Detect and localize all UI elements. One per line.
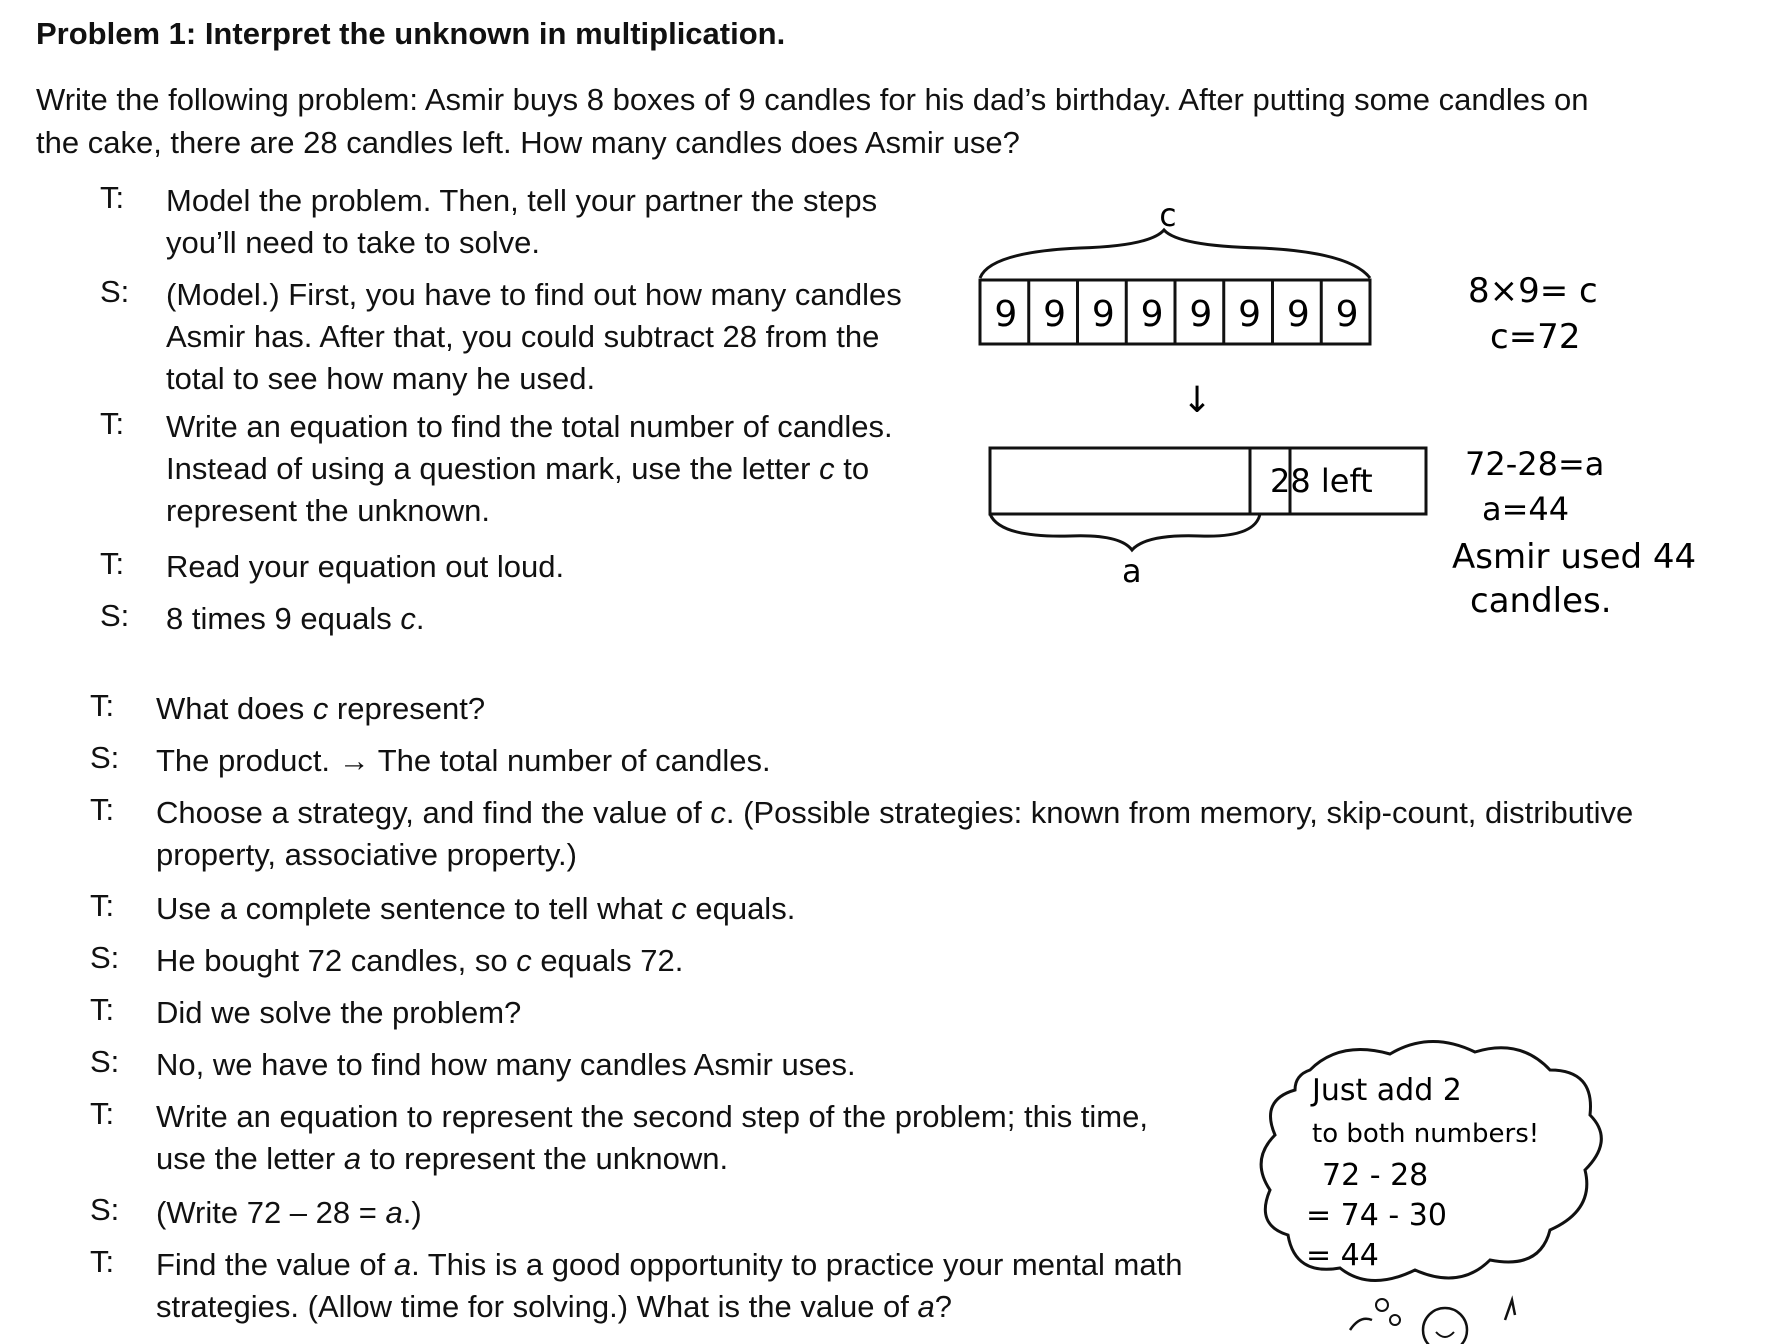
thought-dot	[1390, 1315, 1400, 1325]
line-text	[156, 792, 1636, 888]
line-text	[156, 1192, 422, 1244]
speaker: S:	[90, 1192, 120, 1227]
text: to represent the unknown.	[361, 1141, 729, 1176]
conclusion-line2: candles.	[1470, 581, 1612, 621]
text: The product.	[156, 743, 339, 778]
dialogue-line	[90, 688, 1650, 740]
line-text	[156, 992, 521, 1044]
speaker: T:	[90, 992, 115, 1027]
tape-cell-value: 9	[1140, 294, 1164, 335]
speaker: T:	[90, 1244, 115, 1279]
speaker: S:	[100, 598, 130, 633]
variable: c	[516, 943, 532, 978]
line-text	[156, 1244, 1246, 1340]
line-text	[166, 180, 906, 274]
line-text	[166, 546, 564, 598]
dialogue-line	[90, 740, 1650, 792]
variable: c	[710, 795, 726, 830]
text: No, we have to find how many candles Asmir uses.	[156, 1047, 856, 1082]
equation-1-line2: c=72	[1490, 317, 1581, 357]
equation-2-line2: a=44	[1482, 490, 1570, 528]
down-arrow-icon: ↓	[1182, 380, 1213, 421]
text: .)	[402, 1195, 422, 1230]
dialogue-line	[100, 406, 930, 546]
bubble-line2: to both numbers!	[1312, 1119, 1540, 1149]
variable: a	[343, 1141, 362, 1176]
line-text	[156, 688, 485, 740]
tape-cell-value: 9	[994, 294, 1018, 335]
bubble-line5: = 44	[1306, 1238, 1379, 1273]
tape-cell-value: 9	[1286, 294, 1310, 335]
tape-cells	[994, 280, 1358, 344]
top-brace	[980, 230, 1370, 278]
text: Read your equation out loud.	[166, 549, 565, 584]
text: Write an equation to represent the second step of the problem; this time, use the letter	[156, 1099, 1148, 1176]
speaker: T:	[100, 406, 125, 441]
left-box-label: 28 left	[1270, 462, 1373, 500]
text: Did we solve the problem?	[156, 995, 522, 1030]
variable: c	[400, 601, 416, 636]
problem-intro: Write the following problem: Asmir buys 8 boxes of 9 candles for his dad’s birthday. After putting some candles on the cake, there are 28 candles left. How many candles does Asmir use?	[36, 82, 1589, 160]
text: represent?	[328, 691, 486, 726]
tape-cell-value: 9	[1189, 294, 1213, 335]
tape-cell-value: 9	[1091, 294, 1115, 335]
face-smile	[1436, 1332, 1454, 1337]
text: to represent the unknown.	[166, 451, 870, 528]
text: 8 times 9 equals	[166, 601, 401, 636]
text: What does	[156, 691, 313, 726]
line-text	[156, 1096, 1196, 1192]
variable: a	[393, 1247, 412, 1282]
line-text	[166, 274, 906, 396]
speaker: S:	[90, 940, 120, 975]
variable: a	[917, 1289, 935, 1324]
conclusion-line1: Asmir used 44	[1452, 537, 1697, 577]
text: equals.	[686, 891, 796, 926]
equation-1-line1: 8×9= c	[1468, 271, 1598, 311]
speaker: S:	[90, 740, 120, 775]
dialogue-line	[100, 546, 930, 598]
line-text	[156, 888, 795, 940]
face-icon	[1423, 1308, 1467, 1344]
variable: c	[819, 451, 835, 486]
text: . (Possible strategies: known from memory, skip-count, distributive property, associative property.)	[156, 795, 1634, 872]
text: Choose a strategy, and find the value of	[156, 795, 711, 830]
speaker: T:	[90, 792, 115, 827]
line-text	[166, 598, 424, 650]
text: Write an equation to find the total number of candles. Instead of using a question mark, use the letter	[166, 409, 893, 486]
text: Model the problem. Then, tell your partner the steps you’ll need to take to solve.	[166, 183, 878, 260]
text: The total number of candles.	[369, 743, 771, 778]
speaker: T:	[90, 888, 115, 923]
problem-title: Problem 1: Interpret the unknown in multiplication.	[36, 16, 786, 51]
dialogue-line	[90, 940, 1650, 992]
text: (Write 72 – 28 =	[156, 1195, 386, 1230]
dialogue-line	[90, 792, 1650, 888]
text: . This is a good opportunity to practice your mental math strategies. (Allow time for solving.) What is the value of	[156, 1247, 1183, 1324]
speaker: T:	[100, 180, 125, 215]
line-text	[156, 940, 683, 992]
bottom-label: a	[1122, 552, 1142, 590]
equation-2-line1: 72-28=a	[1465, 445, 1605, 483]
arrow-icon: →	[338, 743, 370, 778]
thought-bubble	[1250, 1030, 1630, 1344]
thought-dot	[1376, 1299, 1388, 1311]
speaker: S:	[100, 274, 130, 309]
line-text	[156, 1044, 856, 1096]
text: Find the value of	[156, 1247, 394, 1282]
line-text	[156, 740, 771, 792]
speaker: T:	[90, 688, 115, 723]
speaker: S:	[90, 1044, 120, 1079]
text: (Model.) First, you have to find out how many candles Asmir has. After that, you could subtract 28 from the total to see how many he used.	[166, 277, 902, 396]
tape-diagram	[960, 190, 1730, 640]
dialogue-line	[100, 180, 930, 274]
dialogue-line	[100, 598, 930, 650]
tape-cell-value: 9	[1238, 294, 1262, 335]
bubble-line3: 72 - 28	[1322, 1158, 1429, 1193]
speaker: T:	[90, 1096, 115, 1131]
tape-used	[990, 448, 1290, 514]
tape-cell-value: 9	[1043, 294, 1067, 335]
dialogue-line	[90, 888, 1650, 940]
text: equals 72.	[531, 943, 684, 978]
bubble-line1: Just add 2	[1312, 1073, 1462, 1108]
hand-mark	[1350, 1319, 1372, 1330]
pencil-mark	[1505, 1300, 1515, 1320]
line-text	[166, 406, 921, 546]
top-label: c	[1158, 196, 1178, 234]
text: Use a complete sentence to tell what	[156, 891, 672, 926]
bottom-brace	[990, 514, 1260, 550]
text: ?	[934, 1289, 953, 1324]
text: He bought 72 candles, so	[156, 943, 517, 978]
variable: a	[385, 1195, 403, 1230]
speaker: T:	[100, 546, 125, 581]
variable: c	[671, 891, 687, 926]
text: .	[415, 601, 425, 636]
bubble-line4: = 74 - 30	[1306, 1198, 1447, 1233]
dialogue-top	[100, 180, 930, 650]
variable: c	[312, 691, 329, 726]
tape-cell-value: 9	[1335, 294, 1359, 335]
dialogue-line	[100, 274, 930, 396]
